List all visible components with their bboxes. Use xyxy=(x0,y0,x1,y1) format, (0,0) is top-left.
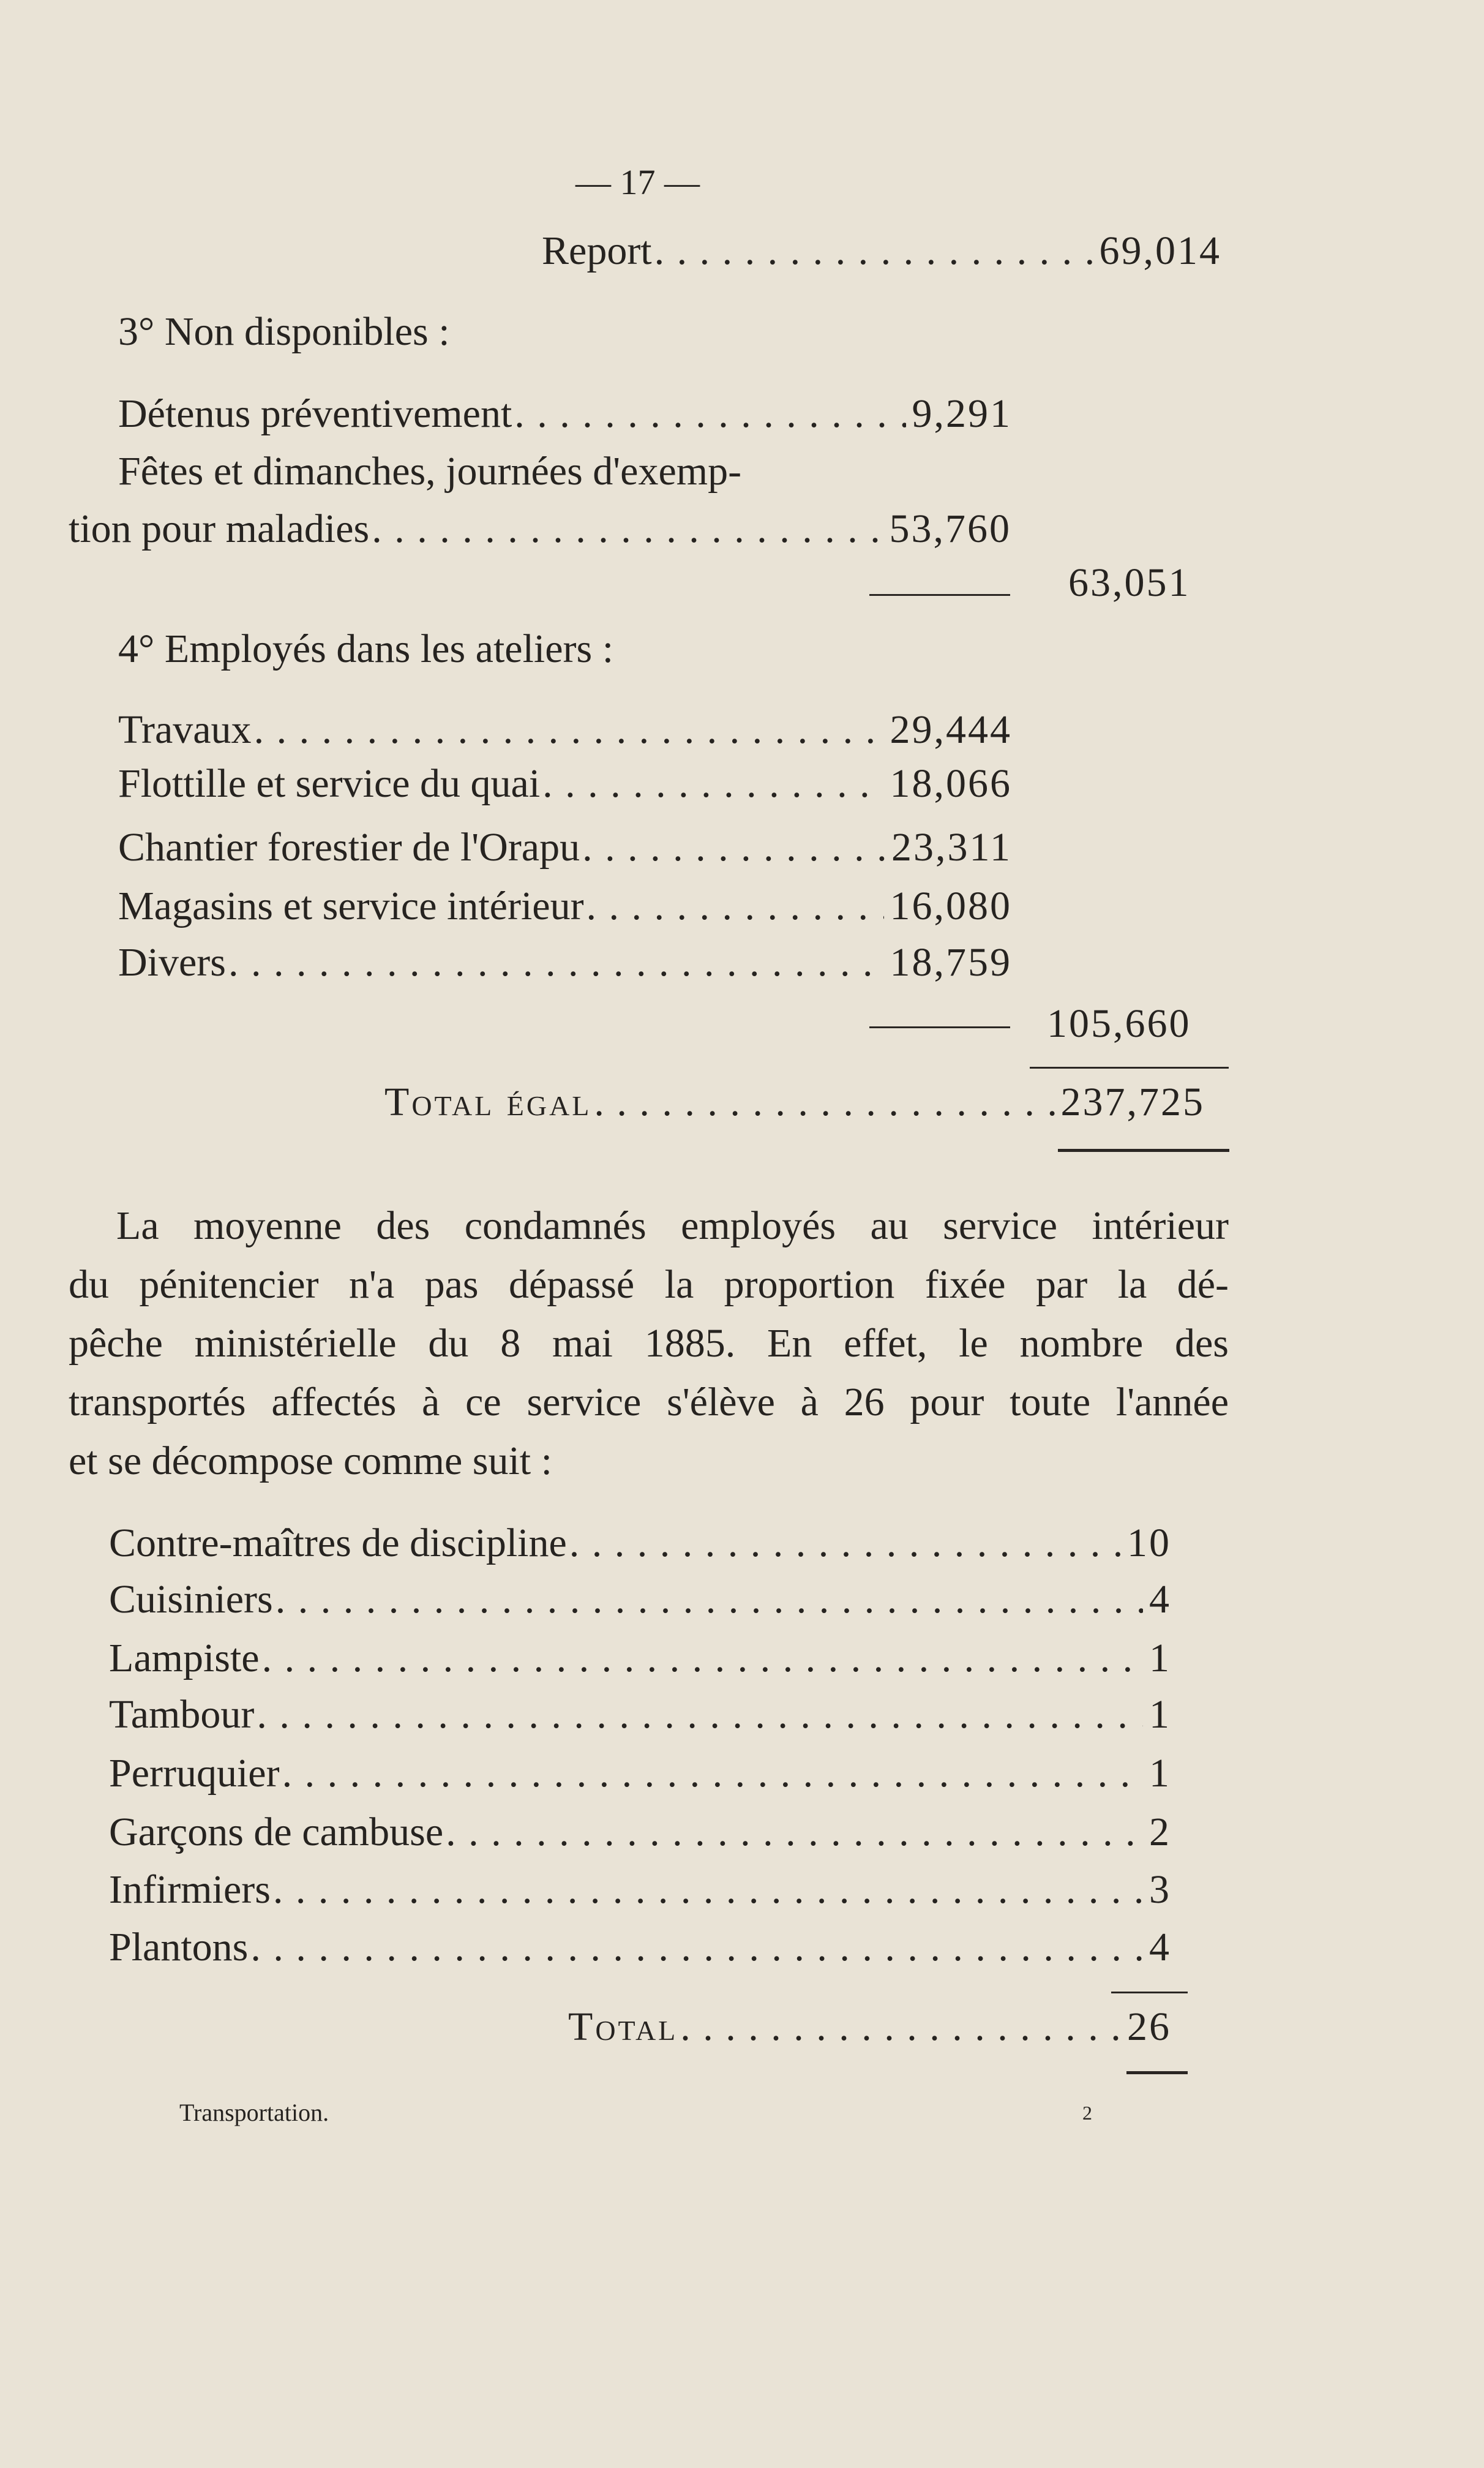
staff-total-value: 26 xyxy=(1127,2004,1171,2049)
leader-dots xyxy=(254,705,884,754)
section-3-subtotal: 63,051 xyxy=(1068,560,1191,605)
report-label: Report xyxy=(542,228,652,273)
leader-dots xyxy=(594,1078,1054,1127)
list-item-label: Perruquier xyxy=(109,1751,280,1796)
paragraph-line: transportés affectés à ce service s'élève à 26 pour toute l'année xyxy=(69,1380,1229,1424)
leader-dots xyxy=(582,823,885,872)
list-item-value: 1 xyxy=(1149,1692,1171,1737)
subtotal-rule xyxy=(869,594,1010,596)
leader-dots xyxy=(273,1865,1143,1914)
list-item-value: 3 xyxy=(1149,1867,1171,1912)
line-item xyxy=(118,823,1012,872)
leader-dots xyxy=(372,505,883,554)
total-bottom-rule xyxy=(1058,1149,1229,1152)
list-item xyxy=(109,1575,1171,1624)
list-item-value: 1 xyxy=(1149,1751,1171,1796)
section-3-title: 3° Non disponibles : xyxy=(118,309,450,354)
line-item xyxy=(118,705,1012,754)
line-item-label: Divers xyxy=(118,940,226,985)
line-item xyxy=(69,505,1011,554)
list-item xyxy=(109,1519,1171,1568)
total-label: Total égal xyxy=(384,1080,592,1124)
leader-dots xyxy=(275,1575,1143,1624)
line-item-label: Magasins et service intérieur xyxy=(118,884,584,928)
report-value: 69,014 xyxy=(1099,228,1221,273)
line-item-value: 16,080 xyxy=(890,884,1012,928)
line-item-value: 18,066 xyxy=(890,761,1012,806)
paragraph-line: et se décompose comme suit : xyxy=(69,1439,552,1483)
line-item-value: 18,759 xyxy=(890,940,1012,985)
leader-dots xyxy=(542,759,883,808)
line-item xyxy=(118,938,1012,987)
list-item-label: Lampiste xyxy=(109,1636,260,1680)
line-item-label: Flottille et service du quai xyxy=(118,761,541,806)
footer-signature: Transportation. xyxy=(179,2099,329,2126)
paragraph-line: La moyenne des condamnés employés au service intérieur xyxy=(116,1203,1229,1248)
list-item-label: Contre-maîtres de discipline xyxy=(109,1521,567,1565)
leader-dots xyxy=(654,227,1093,276)
leader-dots xyxy=(446,1808,1143,1857)
staff-total-label: Total xyxy=(568,2004,678,2049)
leader-dots xyxy=(257,1690,1143,1739)
paragraph-line: du pénitencier n'a pas dépassé la proportion fixée par la dé- xyxy=(69,1262,1229,1307)
list-item xyxy=(109,1923,1171,1972)
line-item-value: 53,760 xyxy=(889,506,1011,551)
line-item-value: 9,291 xyxy=(912,391,1012,436)
total-value: 237,725 xyxy=(1060,1080,1205,1124)
leader-dots xyxy=(680,2003,1121,2052)
list-item-label: Plantons xyxy=(109,1925,249,1970)
list-item xyxy=(109,1634,1171,1683)
list-item xyxy=(109,1690,1171,1739)
staff-total-top-rule xyxy=(1111,1992,1188,1993)
line-item xyxy=(118,389,1012,438)
body-paragraph xyxy=(69,1197,1229,1491)
line-item-label-continued: tion pour maladies xyxy=(69,506,370,551)
staff-total-row xyxy=(568,2003,1171,2052)
leader-dots xyxy=(586,882,884,931)
footer-sheet-number: 2 xyxy=(1082,2102,1092,2124)
list-item-value: 10 xyxy=(1127,1521,1171,1565)
line-item-label: Fêtes et dimanches, journées d'exemp- xyxy=(118,449,742,494)
list-item-value: 1 xyxy=(1149,1636,1171,1680)
line-item xyxy=(118,759,1012,808)
list-item xyxy=(109,1749,1171,1798)
report-row xyxy=(542,227,1221,276)
paragraph-line: pêche ministérielle du 8 mai 1885. En effet, le nombre des xyxy=(69,1321,1229,1366)
line-item-label: Travaux xyxy=(118,707,252,752)
list-item-label: Tambour xyxy=(109,1692,255,1737)
leader-dots xyxy=(514,389,905,438)
section-4-subtotal: 105,660 xyxy=(1047,1001,1191,1046)
list-item-value: 2 xyxy=(1149,1810,1171,1854)
section-4-title: 4° Employés dans les ateliers : xyxy=(118,626,614,671)
line-item-label: Détenus préventivement xyxy=(118,391,512,436)
leader-dots xyxy=(228,938,884,987)
line-item-label: Chantier forestier de l'Orapu xyxy=(118,825,580,870)
staff-total-bottom-rule xyxy=(1126,2071,1188,2074)
subtotal-rule xyxy=(869,1026,1010,1028)
total-row xyxy=(384,1078,1205,1127)
total-top-rule xyxy=(1030,1067,1229,1069)
list-item xyxy=(109,1808,1171,1857)
leader-dots xyxy=(262,1634,1143,1683)
leader-dots xyxy=(282,1749,1143,1798)
line-item-value: 29,444 xyxy=(890,707,1012,752)
list-item-label: Garçons de cambuse xyxy=(109,1810,444,1854)
page-number: — 17 — xyxy=(575,162,700,202)
list-item-value: 4 xyxy=(1149,1577,1171,1622)
leader-dots xyxy=(250,1923,1143,1972)
line-item xyxy=(118,882,1012,931)
leader-dots xyxy=(569,1519,1121,1568)
list-item-label: Infirmiers xyxy=(109,1867,271,1912)
list-item-value: 4 xyxy=(1149,1925,1171,1970)
line-item-value: 23,311 xyxy=(891,825,1012,870)
list-item-label: Cuisiniers xyxy=(109,1577,273,1622)
list-item xyxy=(109,1865,1171,1914)
